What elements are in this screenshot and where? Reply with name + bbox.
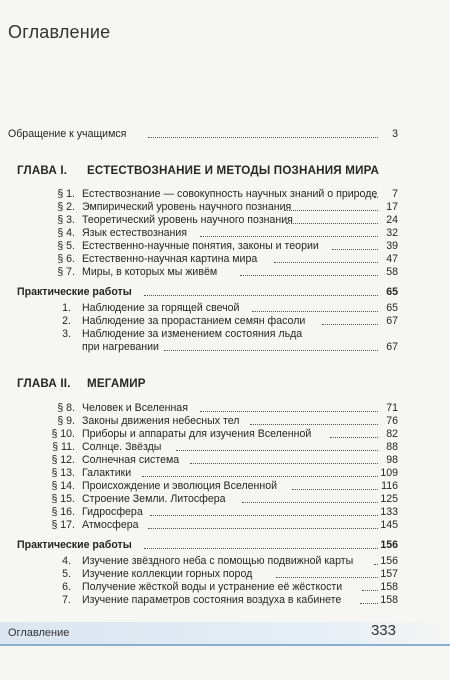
dot-leader	[292, 489, 378, 490]
toc-entry-title: Эмпирический уровень научного познания	[82, 201, 292, 213]
toc-entry-page: 32	[386, 227, 398, 239]
toc-entry-page: 88	[386, 441, 398, 453]
toc-entry-page: 39	[386, 240, 398, 252]
page-number: 333	[370, 622, 396, 639]
dot-leader	[360, 603, 378, 604]
section-number: § 11.	[52, 441, 75, 453]
dot-leader	[286, 223, 378, 224]
dot-leader	[374, 197, 378, 198]
section-number: § 10.	[51, 428, 75, 440]
toc-entry-title: Естественно-научная картина мира	[82, 253, 258, 265]
dot-leader	[176, 450, 378, 451]
toc-entry-page: 3	[392, 128, 398, 140]
chapter-heading-1[interactable]	[17, 164, 380, 177]
toc-entry-title: Практические работы	[17, 539, 132, 551]
toc-entry-page: 58	[386, 266, 398, 278]
chapter-label: ГЛАВА I.	[17, 164, 68, 177]
toc-entry-page: 47	[386, 253, 398, 265]
section-number: § 16.	[51, 506, 75, 518]
toc-entry-title: Миры, в которых мы живём	[82, 266, 218, 278]
toc-entry-page: 133	[380, 506, 398, 518]
toc-entry-page: 125	[380, 493, 398, 505]
toc-entry-title: Практические работы	[17, 286, 132, 298]
toc-entry-title: Приборы и аппараты для изучения Вселенной	[82, 428, 312, 440]
dot-leader	[322, 324, 378, 325]
dot-leader	[190, 463, 378, 464]
dot-leader	[374, 564, 378, 565]
dot-leader	[362, 590, 378, 591]
toc-entry-title: Галактики	[82, 467, 132, 479]
toc-entry-title: Обращение к учащимся	[8, 128, 127, 140]
toc-entry-title: Наблюдение за изменением состояния льда	[82, 328, 303, 340]
toc-entry-page: 109	[380, 467, 398, 479]
dot-leader	[150, 515, 378, 516]
toc-entry-page: 7	[392, 188, 398, 200]
toc-entry-title: Атмосфера	[82, 519, 139, 531]
dot-leader	[274, 262, 378, 263]
dot-leader	[332, 249, 378, 250]
toc-entry-title: Наблюдение за горящей свечой	[82, 302, 240, 314]
section-number: § 3.	[57, 214, 75, 226]
dot-leader	[276, 577, 378, 578]
toc-entry-page: 156	[380, 539, 398, 551]
dot-leader	[200, 411, 378, 412]
section-number: § 6.	[57, 253, 75, 265]
section-number: § 5.	[57, 240, 75, 252]
toc-entry-page: 158	[380, 581, 398, 593]
section-number: § 13.	[51, 467, 75, 479]
section-number: § 1.	[57, 188, 75, 200]
dot-leader	[142, 476, 378, 477]
toc-entry-title: Строение Земли. Литосфера	[82, 493, 226, 505]
dot-leader	[144, 295, 378, 296]
dot-leader	[330, 437, 378, 438]
footer-divider	[0, 644, 450, 646]
section-number: § 15.	[51, 493, 75, 505]
toc-entry-page: 67	[386, 315, 398, 327]
toc-entry-page: 82	[386, 428, 398, 440]
toc-entry-page: 24	[386, 214, 398, 226]
practical-number: 7.	[62, 594, 71, 606]
toc-entry-title: Законы движения небесных тел	[82, 415, 240, 427]
toc-entry-page: 158	[380, 594, 398, 606]
dot-leader	[200, 236, 378, 237]
toc-entry-title: Гидросфера	[82, 506, 143, 518]
toc-entry-page: 98	[386, 454, 398, 466]
toc-entry-title: Изучение звёздного неба с помощью подвижной карты	[82, 555, 354, 567]
practical-number: 2.	[62, 315, 71, 327]
toc-entry-page: 65	[386, 286, 398, 298]
toc-entry-page: 67	[386, 341, 398, 353]
practical-number: 5.	[62, 568, 71, 580]
toc-entry-page: 71	[386, 402, 398, 414]
toc-entry-page: 76	[386, 415, 398, 427]
chapter-name: МЕГАМИР	[87, 377, 146, 390]
toc-entry-title: Изучение коллекции горных пород	[82, 568, 253, 580]
toc-entry-page: 65	[386, 302, 398, 314]
toc-entry-title: Солнце. Звёзды	[82, 441, 162, 453]
page-title: Оглавление	[8, 22, 111, 42]
practical-number: 4.	[62, 555, 71, 567]
dot-leader	[164, 350, 378, 351]
toc-entry-page: 157	[380, 568, 398, 580]
dot-leader	[144, 548, 378, 549]
section-number: § 4.	[57, 227, 75, 239]
practical-number: 1.	[62, 302, 71, 314]
dot-leader	[250, 424, 378, 425]
dot-leader	[242, 502, 378, 503]
toc-entry-title: Теоретический уровень научного познания	[82, 214, 293, 226]
toc-entry-title: Получение жёсткой воды и устранение её жёсткости	[82, 581, 343, 593]
toc-entry-title: Солнечная система	[82, 454, 180, 466]
toc-entry-title: Естествознание — совокупность научных знаний о природе	[82, 188, 378, 200]
section-number: § 12.	[51, 454, 75, 466]
chapter-heading-2[interactable]	[17, 377, 146, 390]
running-footer-label: Оглавление	[8, 627, 70, 639]
chapter-name: ЕСТЕСТВОЗНАНИЕ И МЕТОДЫ ПОЗНАНИЯ МИРА	[87, 164, 380, 177]
section-number: § 2.	[57, 201, 75, 213]
toc-entry-title: Естественно-научные понятия, законы и теории	[82, 240, 319, 252]
section-number: § 17.	[51, 519, 75, 531]
dot-leader	[148, 528, 378, 529]
chapter-label: ГЛАВА II.	[17, 377, 71, 390]
section-number: § 9.	[57, 415, 75, 427]
dot-leader	[284, 210, 378, 211]
toc-entry-title: Человек и Вселенная	[82, 402, 188, 414]
dot-leader	[148, 137, 378, 138]
toc-entry-page: 17	[386, 201, 398, 213]
toc-entry-title: Изучение параметров состояния воздуха в кабинете	[82, 594, 342, 606]
section-number: § 7.	[57, 266, 75, 278]
practical-number: 3.	[62, 328, 71, 340]
dot-leader	[240, 275, 378, 276]
section-number: § 8.	[57, 402, 75, 414]
practical-number: 6.	[62, 581, 71, 593]
toc-entry-title: Наблюдение за прорастанием семян фасоли	[82, 315, 306, 327]
dot-leader	[252, 311, 378, 312]
toc-entry-title: Язык естествознания	[82, 227, 188, 239]
toc-entry-page: 145	[380, 519, 398, 531]
toc-entry-title: Происхождение и эволюция Вселенной	[82, 480, 278, 492]
section-number: § 14.	[51, 480, 75, 492]
toc-entry-page: 116	[381, 480, 398, 492]
toc-entry-title-continued: при нагревании	[82, 341, 159, 353]
toc-entry-page: 156	[380, 555, 398, 567]
